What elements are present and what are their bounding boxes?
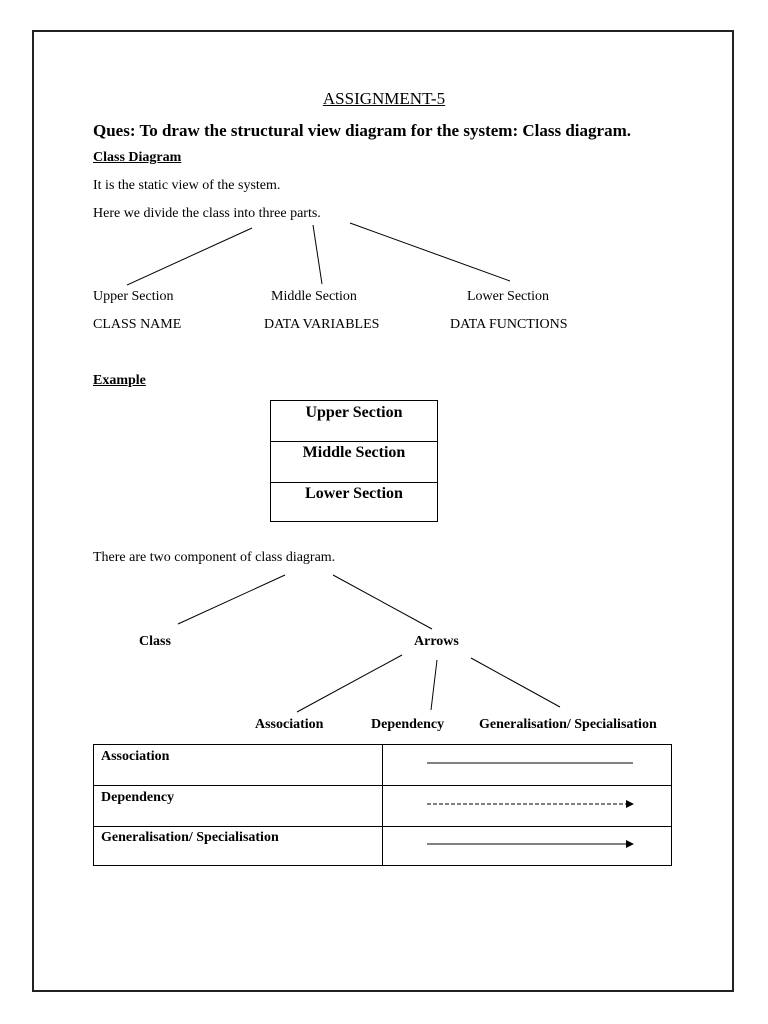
part-middle-section: Middle Section <box>271 289 357 304</box>
page-title: ASSIGNMENT-5 <box>322 89 446 108</box>
part-upper-section: Upper Section <box>93 289 174 304</box>
class-box-lower: Lower Section <box>305 485 403 502</box>
class-box-divider <box>271 482 437 483</box>
class-diagram-line2: Here we divide the class into three parts. <box>93 206 321 221</box>
arrow-type-generalisation: Generalisation/ Specialisation <box>479 717 657 732</box>
arrow-type-association: Association <box>255 717 324 732</box>
part-data-variables: DATA VARIABLES <box>264 317 380 332</box>
part-class-name: CLASS NAME <box>93 317 182 332</box>
part-data-functions: DATA FUNCTIONS <box>450 317 568 332</box>
arrow-table <box>93 744 672 866</box>
class-box-divider <box>271 441 437 442</box>
component-class: Class <box>139 634 171 649</box>
example-heading: Example <box>93 373 146 388</box>
generalisation-arrowhead-icon <box>626 840 634 848</box>
class-diagram-heading: Class Diagram <box>93 150 182 165</box>
component-arrows: Arrows <box>414 634 459 649</box>
arrow-type-dependency: Dependency <box>371 717 445 732</box>
class-box-upper: Upper Section <box>305 404 403 421</box>
question-text: Ques: To draw the structural view diagram for the system: Class diagram. <box>93 121 631 140</box>
arrow-table-lines <box>94 745 671 865</box>
arrow-table-label-generalisation: Generalisation/ Specialisation <box>101 830 279 845</box>
class-diagram-line1: It is the static view of the system. <box>93 178 281 193</box>
example-class-box <box>270 400 438 522</box>
components-intro: There are two component of class diagram. <box>93 550 336 565</box>
dependency-arrowhead-icon <box>626 800 634 808</box>
part-lower-section: Lower Section <box>467 289 550 304</box>
class-box-middle: Middle Section <box>302 444 406 461</box>
arrow-table-label-association: Association <box>101 749 170 764</box>
arrow-table-label-dependency: Dependency <box>101 790 175 805</box>
